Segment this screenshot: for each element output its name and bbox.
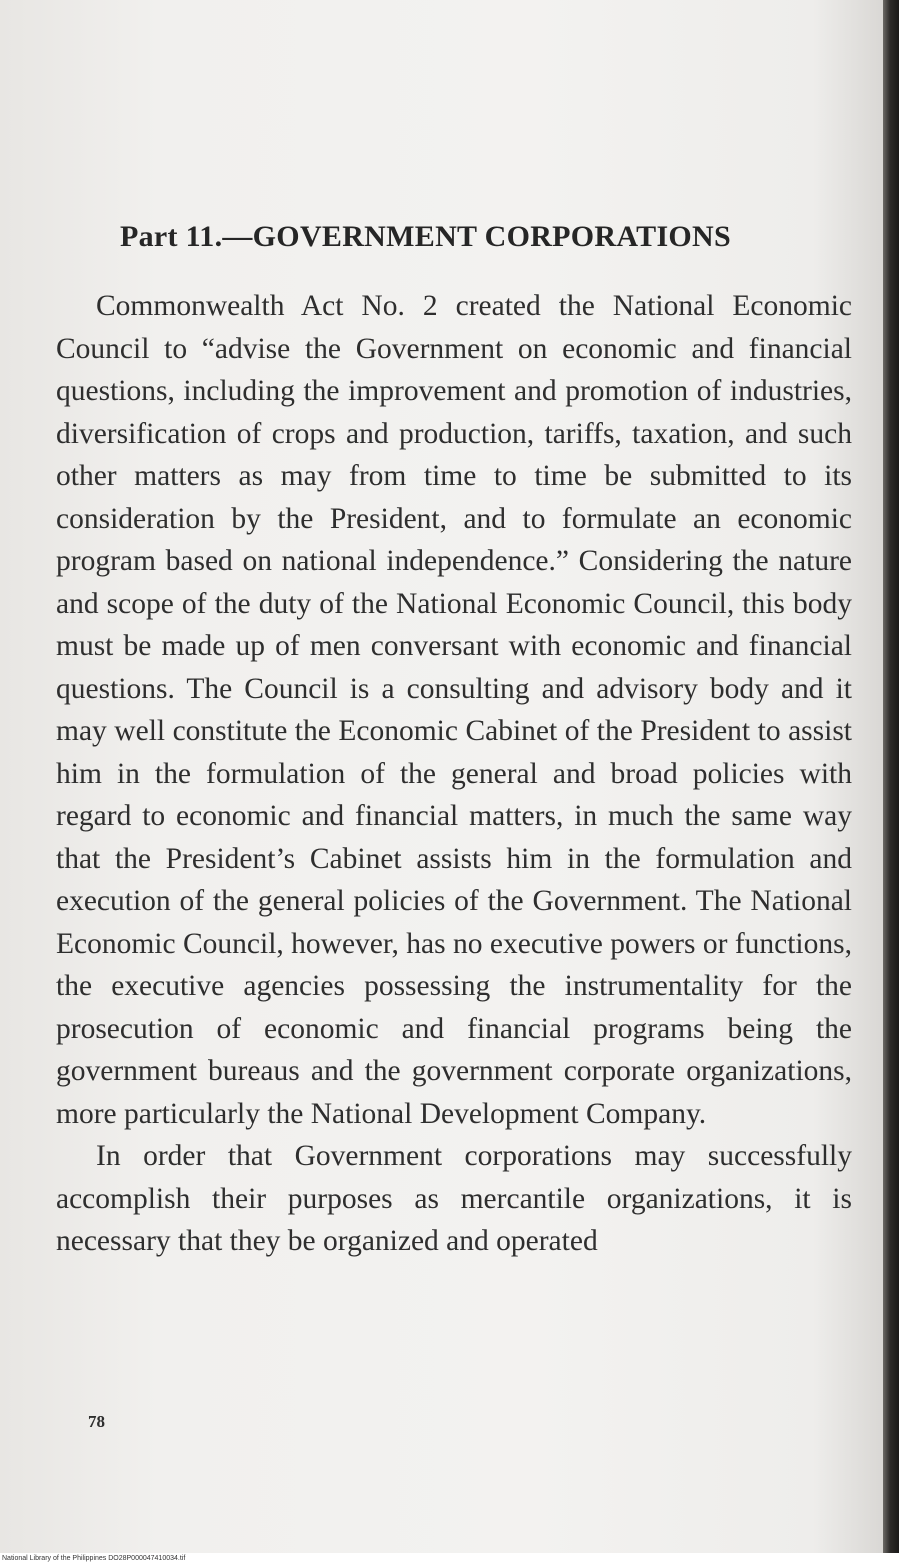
body-text — [56, 285, 852, 1263]
book-spine-edge — [883, 0, 899, 1553]
page-number: 78 — [88, 1412, 105, 1431]
paragraph-1: Commonwealth Act No. 2 created the National Economic Council to “advise the Government on economic and financial questions, including the improvement and promotion of industries, diversification of crops and production, tariffs, taxation, and such other matters as may from time to time be submitted to its consideration by the President, and to formulate an economic program based on national independence.” Considering the nature and scope of the duty of the National Economic Council, this body must be made up of men conversant with economic and financial questions. The Council is a consulting and advisory body and it may well constitute the Economic Cabinet of the President to assist him in the formulation of the general and broad policies with regard to economic and financial matters, in much the same way that the President’s Cabinet assists him in the formulation and execution of the general policies of the Government. The National Economic Council, however, has no executive powers or functions, the executive agencies possessing the instrumentality for the prosecution of economic and financial programs being the government bureaus and the government corporate organizations, more particularly the National Development Company. — [56, 290, 852, 1130]
scan-credit: National Library of the Philippines DO28P000047410034.tif — [2, 1555, 186, 1562]
paragraph-2: In order that Government corporations may successfully accomplish their purposes as mercantile organizations, it is necessary that they be organized and operated — [56, 1140, 852, 1257]
section-heading: Part 11.—GOVERNMENT CORPORATIONS — [120, 220, 732, 253]
